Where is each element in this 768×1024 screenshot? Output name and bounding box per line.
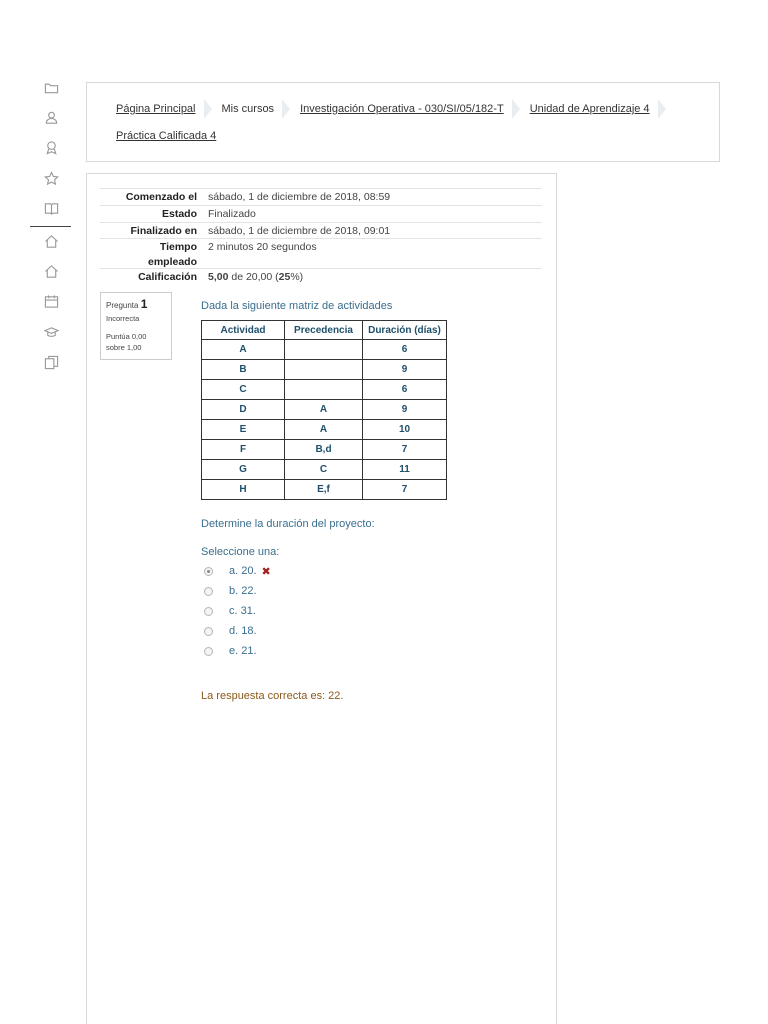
star-icon[interactable] xyxy=(30,168,72,188)
radio-button[interactable] xyxy=(204,607,213,616)
table-cell: E xyxy=(202,420,285,440)
summary-row-started xyxy=(100,188,542,205)
table-cell: 9 xyxy=(363,360,447,380)
option-label: e. 21. xyxy=(229,645,257,657)
table-cell: 6 xyxy=(363,380,447,400)
badge-icon[interactable] xyxy=(30,137,72,157)
table-header-row xyxy=(202,321,447,340)
grade-text: de 20,00 ( xyxy=(228,271,279,283)
book-icon[interactable] xyxy=(30,198,72,218)
table-cell xyxy=(285,360,363,380)
summary-label: Calificación xyxy=(138,271,197,283)
question-prompt: Determine la duración del proyecto: xyxy=(201,518,375,530)
question-intro: Dada la siguiente matriz de actividades xyxy=(201,300,393,312)
question-grade-line: Puntúa 0,00 xyxy=(106,332,147,341)
breadcrumb-course-link[interactable]: Investigación Operativa - 030/SI/05/182-T xyxy=(300,103,504,115)
activities-table xyxy=(201,320,447,500)
table-cell: A xyxy=(285,400,363,420)
summary-label xyxy=(100,240,197,270)
table-header: Precedencia xyxy=(285,321,363,340)
summary-value: sábado, 1 de diciembre de 2018, 09:01 xyxy=(208,225,391,237)
grade-text-end: %) xyxy=(290,271,304,283)
table-header: Duración (días) xyxy=(363,321,447,340)
summary-value xyxy=(208,270,303,285)
answer-option-c[interactable] xyxy=(204,604,256,618)
summary-row-time xyxy=(100,238,542,268)
home-alt-icon[interactable] xyxy=(30,261,72,281)
breadcrumb-quiz-link[interactable]: Práctica Calificada 4 xyxy=(116,130,217,142)
attempt-summary-table xyxy=(100,188,542,285)
grade-score: 5,00 xyxy=(208,271,229,283)
table-cell: G xyxy=(202,460,285,480)
user-icon[interactable] xyxy=(30,107,72,127)
breadcrumb-separator xyxy=(658,99,666,119)
table-cell: C xyxy=(202,380,285,400)
table-row xyxy=(202,420,447,440)
home-icon[interactable] xyxy=(30,231,72,251)
table-header: Actividad xyxy=(202,321,285,340)
breadcrumb-my-courses[interactable]: Mis cursos xyxy=(221,103,275,115)
option-label: b. 22. xyxy=(229,585,257,597)
radio-button-checked[interactable] xyxy=(204,567,213,576)
table-cell: 10 xyxy=(363,420,447,440)
summary-value: sábado, 1 de diciembre de 2018, 08:59 xyxy=(208,191,391,203)
quiz-review-panel xyxy=(86,173,557,1024)
question-number xyxy=(106,297,166,311)
folder-icon[interactable] xyxy=(30,77,72,97)
table-row xyxy=(202,340,447,360)
table-cell: E,f xyxy=(285,480,363,500)
question-state: Incorrecta xyxy=(106,314,140,323)
table-cell: C xyxy=(285,460,363,480)
breadcrumb xyxy=(86,82,720,162)
calendar-icon[interactable] xyxy=(30,291,72,311)
summary-row-grade xyxy=(100,268,542,285)
table-row xyxy=(202,360,447,380)
answer-option-a[interactable] xyxy=(204,564,271,578)
summary-value: Finalizado xyxy=(208,208,256,220)
table-cell: D xyxy=(202,400,285,420)
option-label: d. 18. xyxy=(229,625,257,637)
summary-row-state xyxy=(100,205,542,222)
table-cell xyxy=(285,340,363,360)
table-cell: B xyxy=(202,360,285,380)
question-grade-line: sobre 1,00 xyxy=(106,343,142,352)
summary-label-line: empleado xyxy=(147,256,197,268)
question-label: Pregunta xyxy=(106,301,139,310)
graduation-cap-icon[interactable] xyxy=(30,322,72,342)
radio-button[interactable] xyxy=(204,647,213,656)
summary-label: Finalizado en xyxy=(130,225,197,237)
summary-label: Comenzado el xyxy=(125,191,197,203)
table-row xyxy=(202,480,447,500)
table-cell: 9 xyxy=(363,400,447,420)
summary-label-line: Tiempo xyxy=(159,241,197,253)
table-cell xyxy=(285,380,363,400)
answer-option-b[interactable] xyxy=(204,584,257,598)
table-row xyxy=(202,400,447,420)
breadcrumb-home-link[interactable]: Página Principal xyxy=(116,103,196,115)
table-row xyxy=(202,460,447,480)
table-cell: 7 xyxy=(363,440,447,460)
question-info-box xyxy=(100,292,172,360)
breadcrumb-unit-link[interactable]: Unidad de Aprendizaje 4 xyxy=(529,103,650,115)
summary-row-finished xyxy=(100,222,542,238)
answer-option-d[interactable] xyxy=(204,624,257,638)
sidebar-active-indicator xyxy=(30,226,71,227)
table-row xyxy=(202,440,447,460)
table-cell: A xyxy=(202,340,285,360)
table-cell: H xyxy=(202,480,285,500)
option-label: a. 20. xyxy=(229,565,257,577)
select-one-label: Seleccione una: xyxy=(201,546,280,558)
option-label: c. 31. xyxy=(229,605,256,617)
radio-button[interactable] xyxy=(204,627,213,636)
question-number-value: 1 xyxy=(140,297,148,311)
answer-option-e[interactable] xyxy=(204,644,257,658)
files-icon[interactable] xyxy=(30,352,72,372)
incorrect-icon: ✖ xyxy=(261,565,271,578)
table-cell: F xyxy=(202,440,285,460)
table-cell: 11 xyxy=(363,460,447,480)
table-cell: 7 xyxy=(363,480,447,500)
breadcrumb-separator xyxy=(282,99,290,119)
table-cell: B,d xyxy=(285,440,363,460)
table-cell: A xyxy=(285,420,363,440)
breadcrumb-separator xyxy=(204,99,212,119)
radio-button[interactable] xyxy=(204,587,213,596)
breadcrumb-separator xyxy=(512,99,520,119)
table-row xyxy=(202,380,447,400)
grade-percent: 25 xyxy=(278,271,291,283)
table-cell: 6 xyxy=(363,340,447,360)
summary-label: Estado xyxy=(161,208,197,220)
question-grade xyxy=(106,331,166,353)
correct-answer-feedback: La respuesta correcta es: 22. xyxy=(201,690,344,702)
summary-value: 2 minutos 20 segundos xyxy=(208,241,317,253)
